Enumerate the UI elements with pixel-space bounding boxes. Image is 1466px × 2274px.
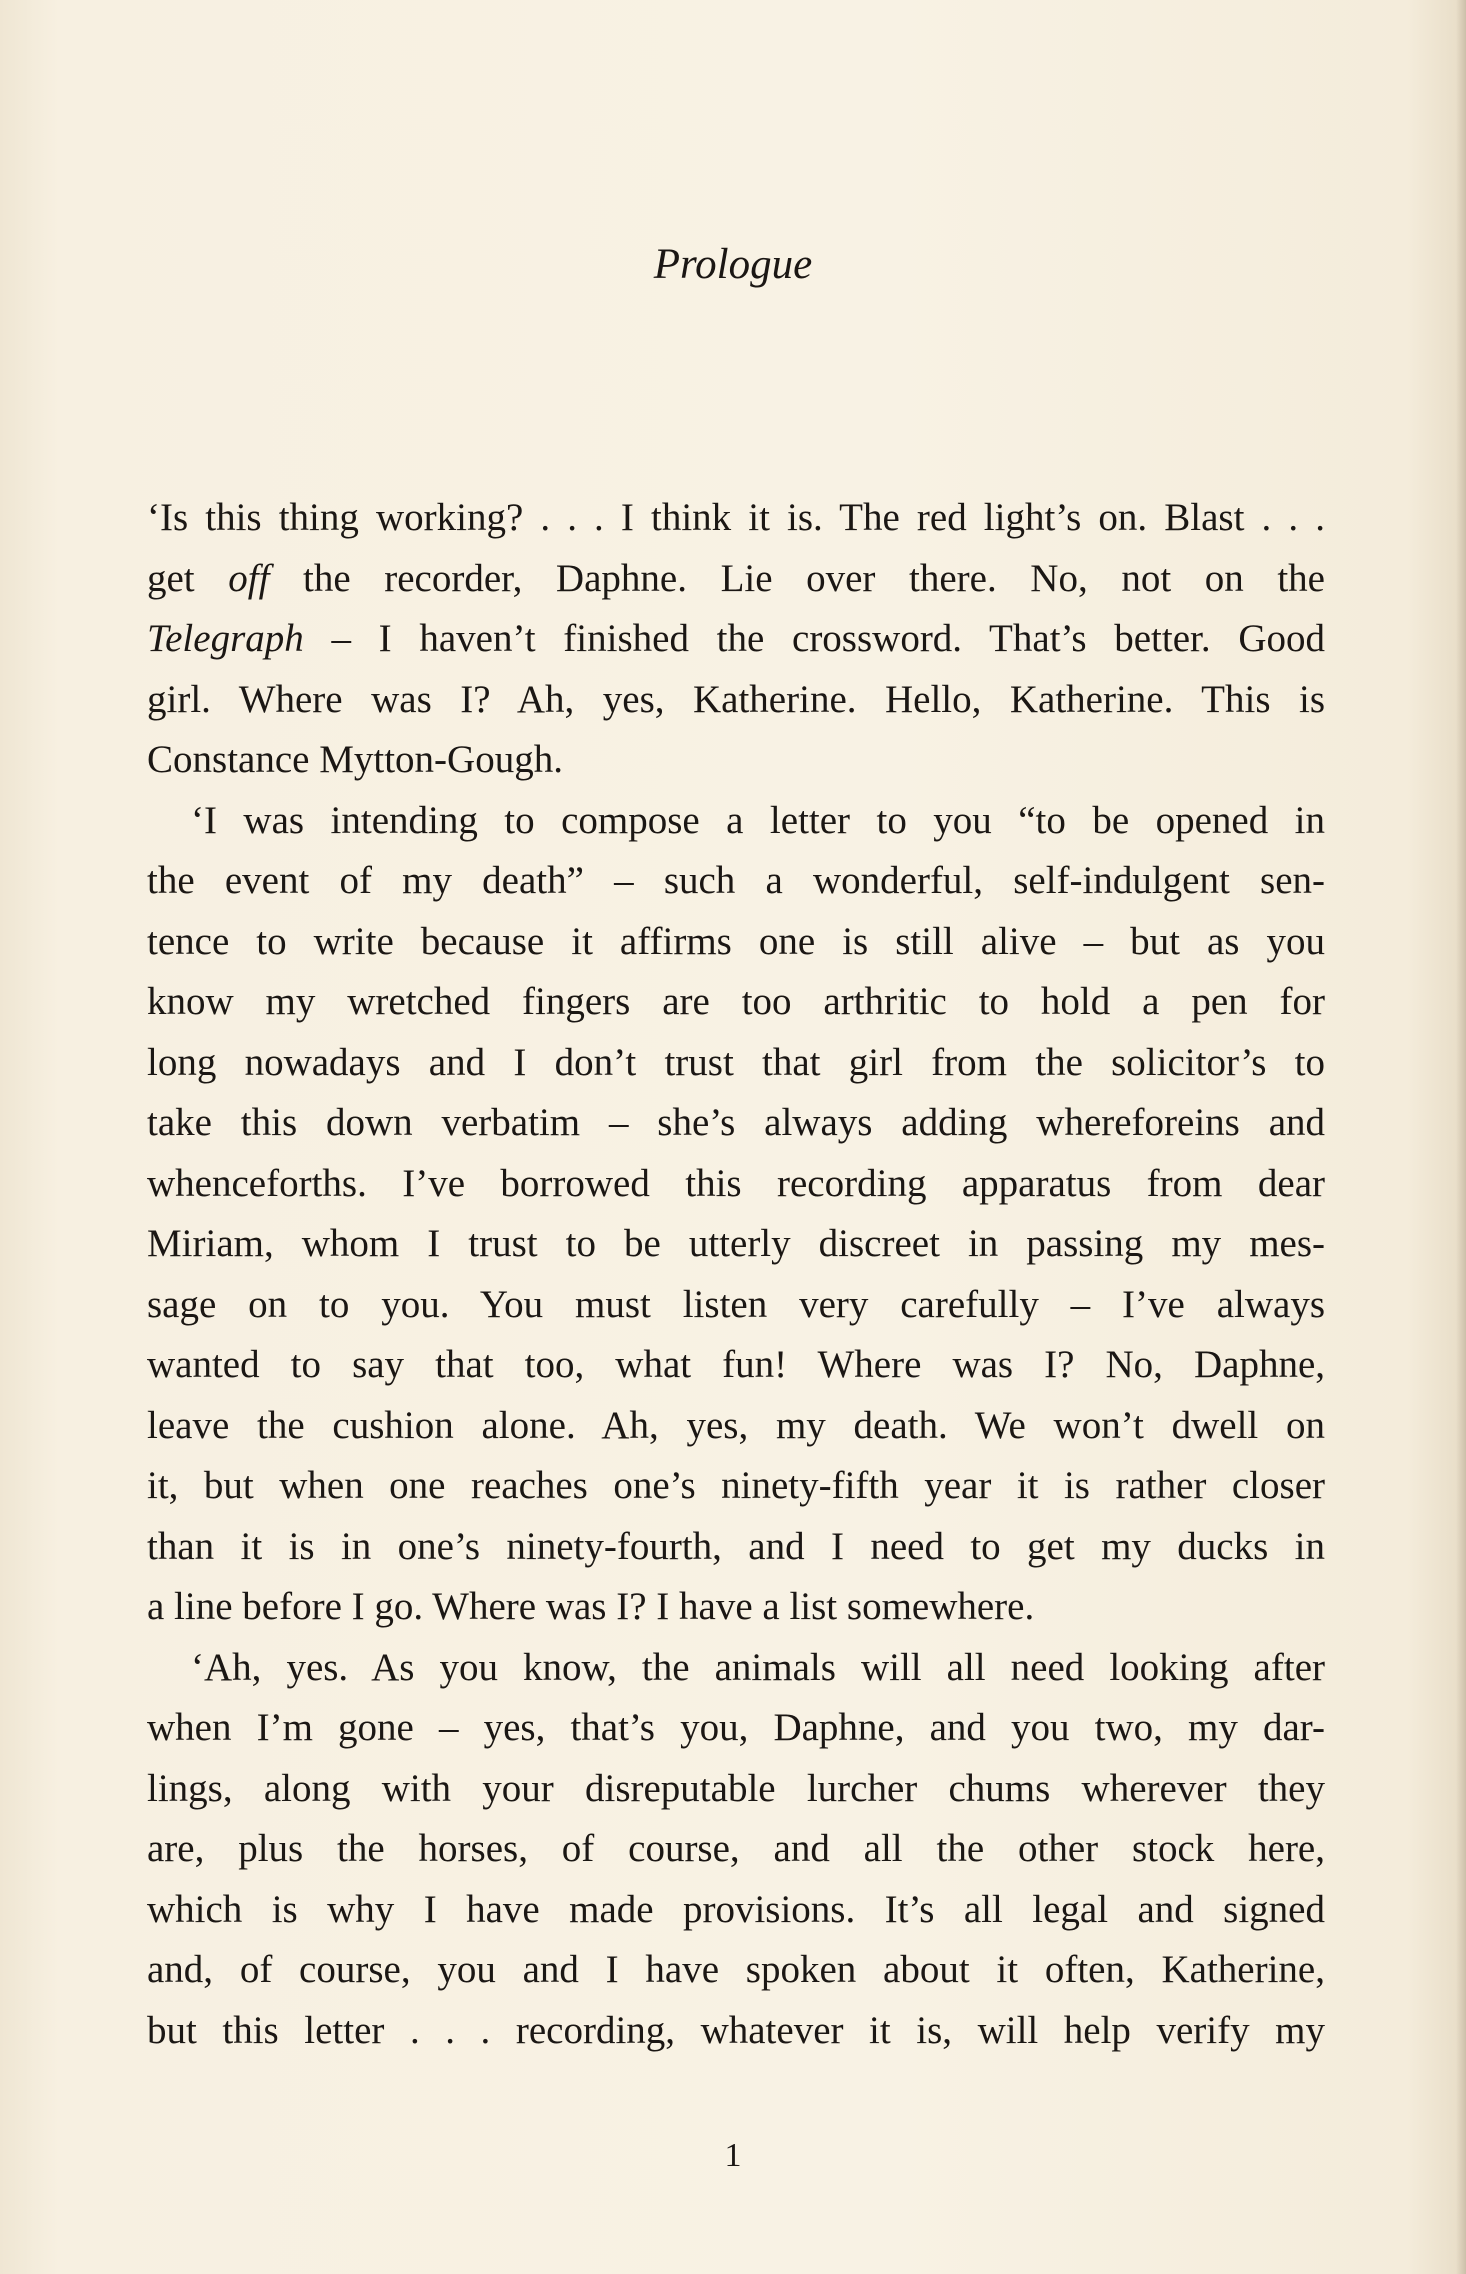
text-line: sage on to you. You must listen very carefully – I’ve always — [147, 1282, 1325, 1326]
text-line: the event of my death” – such a wonderful, self-indulgent sen- — [147, 859, 1325, 902]
text-line: it, but when one reaches one’s ninety-fifth year it is rather closer — [147, 1464, 1325, 1507]
text-line: a line before I go. Where was I? I have a list somewhere. — [147, 1585, 1035, 1628]
text-line: but this letter . . . recording, whatever it is, will help verify my — [147, 2008, 1325, 2052]
text-line: take this down verbatim – she’s always adding whereforeins and — [147, 1101, 1325, 1144]
text-line: lings, along with your disreputable lurcher chums wherever they — [147, 1766, 1325, 1810]
text-line: Telegraph – I haven’t finished the crossword. That’s better. Good — [147, 617, 1325, 660]
text-line: girl. Where was I? Ah, yes, Katherine. Hello, Katherine. This is — [147, 677, 1325, 721]
text-line: long nowadays and I don’t trust that girl from the solicitor’s to — [147, 1040, 1325, 1084]
text-line: Constance Mytton-Gough. — [147, 738, 563, 781]
text-line: tence to write because it affirms one is still alive – but as you — [147, 919, 1325, 963]
text-line: get off the recorder, Daphne. Lie over there. No, not on the — [147, 556, 1325, 600]
page-number: 1 — [724, 2137, 742, 2174]
text-line: ‘I was intending to compose a letter to you “to be opened in — [191, 798, 1325, 842]
text-line: leave the cushion alone. Ah, yes, my death. We won’t dwell on — [147, 1403, 1325, 1447]
text-line: are, plus the horses, of course, and all the other stock here, — [147, 1827, 1325, 1870]
text-line: wanted to say that too, what fun! Where was I? No, Daphne, — [147, 1343, 1325, 1386]
text-line: whenceforths. I’ve borrowed this recording apparatus from dear — [147, 1161, 1325, 1205]
text-line: which is why I have made provisions. It’s all legal and signed — [147, 1887, 1325, 1931]
body-text — [147, 488, 1325, 2061]
text-line: ‘Is this thing working? . . . I think it is. The red light’s on. Blast . . . — [147, 496, 1325, 539]
text-line: Miriam, whom I trust to be utterly discreet in passing my mes- — [147, 1222, 1325, 1265]
emphasis: Telegraph — [147, 617, 304, 660]
page-edge-shadow — [1456, 0, 1466, 2274]
emphasis: off — [228, 556, 270, 600]
chapter-title: Prologue — [653, 241, 813, 288]
text-line: ‘Ah, yes. As you know, the animals will all need looking after — [191, 1645, 1325, 1689]
text-line: than it is in one’s ninety-fourth, and I need to get my ducks in — [147, 1524, 1325, 1568]
text-line: and, of course, you and I have spoken about it often, Katherine, — [147, 1948, 1325, 1991]
text-line: when I’m gone – yes, that’s you, Daphne, and you two, my dar- — [147, 1706, 1325, 1749]
text-line: know my wretched fingers are too arthritic to hold a pen for — [147, 980, 1325, 1023]
